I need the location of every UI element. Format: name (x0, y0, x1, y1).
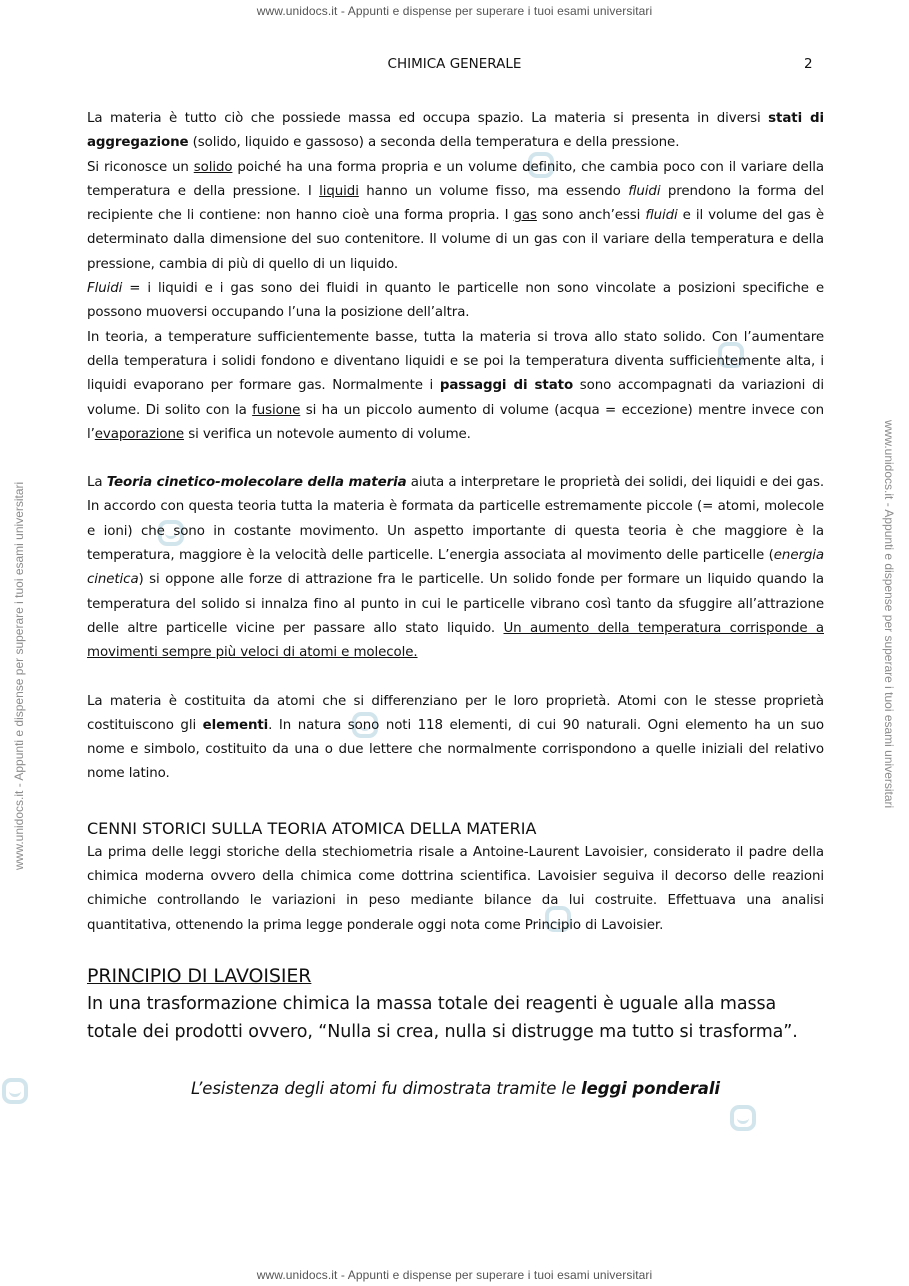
term-fusione: fusione (252, 402, 301, 418)
text-run: i liquidi e i gas sono dei fluidi in quanto le particelle non sono vincolate a posizioni specifiche e possono muoversi occupando l’una la posizione dell’altra. (87, 281, 824, 321)
key-statement: Un aumento della temperatura corrisponde a movimenti sempre più veloci di atomi e molecole. (87, 620, 824, 661)
document-body (87, 107, 824, 1102)
text-run: hanno un volume fisso, ma essendo (358, 183, 629, 199)
paragraph-matter (87, 107, 824, 156)
paragraph-phase-changes (87, 326, 824, 447)
section-title-principle: PRINCIPIO DI LAVOISIER (87, 964, 312, 987)
term-solido: solido (193, 159, 233, 175)
term-fluidi: fluidi (645, 208, 678, 224)
text-run: poiché ha una forma propria e un volume definito, che cambia poco con il variare della temperatura e della pressione. I (87, 159, 825, 199)
spacer (87, 787, 824, 817)
spacer (87, 447, 824, 471)
term-energia-cinetica: energia cinetica (87, 548, 824, 588)
closing-sentence (87, 1076, 824, 1102)
text-run: L’esistenza degli atomi fu dimostrata tramite le (191, 1078, 582, 1098)
text-run: si ha un piccolo aumento di volume (acqua = eccezione) mentre invece con l’ (87, 402, 824, 442)
term-fluidi-definition: Fluidi = (87, 281, 141, 297)
text-run: ) si oppone alle forze di attrazione fra le particelle. Un solido fonde per formare un liquido quando la temperatura del solido si innalza fino al punto in cui le particelle vibrano così tanto da sfuggire all’attrazione delle altre particelle vicine per passare allo stato liquido. (87, 572, 824, 636)
watermark-top[interactable]: www.unidocs.it - Appunti e dispense per superare i tuoi esami universitari (256, 4, 653, 18)
text-run: sono anch’essi (536, 208, 646, 224)
text-run: e il volume del gas è determinato dalla dimensione del suo contenitore. Il volume di un gas con il variare della temperatura e della pressione, cambia di più di quello di un liquido. (87, 208, 824, 272)
paragraph-history: La prima delle leggi storiche della stechiometria risale a Antoine-Laurent Lavoisier, considerato il padre della chimica moderna ovvero della chimica come dottrina scientifica. Lavoisier seguiva il decorso delle reazioni chimiche controllando le variazioni in peso mediante bilance da lui costruite. Effettuava una analisi quantitativa, ottenendo la prima legge ponderale oggi nota come Principio di Lavoisier. (87, 844, 824, 933)
paragraph-states (87, 156, 824, 277)
header-title: CHIMICA GENERALE (387, 56, 522, 72)
term-teoria-cinetico-molecolare: Teoria cinetico-molecolare della materia (106, 475, 407, 491)
term-leggi-ponderali: leggi ponderali (581, 1078, 720, 1098)
term-liquidi: liquidi (319, 183, 359, 199)
unidocs-logo-icon (2, 1078, 28, 1104)
text-run: prendono la forma del recipiente che li contiene: non hanno cioè una forma propria. I (87, 183, 824, 224)
watermark-right: www.unidocs.it - Appunti e dispense per superare i tuoi esami universitari (882, 420, 896, 809)
text-run: sono accompagnati da variazioni di volume. Di solito con la (87, 378, 824, 418)
term-passaggi-di-stato: passaggi di stato (439, 378, 574, 394)
paragraph-elements (87, 690, 824, 787)
spacer (87, 1046, 824, 1076)
term-fluidi: fluidi (628, 183, 661, 199)
spacer (87, 666, 824, 690)
term-evaporazione: evaporazione (94, 426, 185, 442)
text-run: In teoria, a temperature sufficientemente basse, tutta la materia si trova allo stato solido. Con l’aumentare della temperatura i solidi fondono e diventano liquidi e se poi la temperatura diventa sufficientemente alta, i liquidi evaporano per formare gas. Normalmente i (87, 329, 824, 394)
term-stati-aggregazione: stati di aggregazione (87, 111, 824, 151)
text-run: La (87, 475, 107, 491)
text-run: . In natura sono noti 118 elementi, di cui 90 naturali. Ogni elemento ha un suo nome e simbolo, costituito da una o due lettere che normalmente corrispondono a quelle iniziali del relativo nome latino. (87, 717, 824, 782)
watermark-bottom[interactable]: www.unidocs.it - Appunti e dispense per superare i tuoi esami universitari (256, 1268, 653, 1282)
text-run: (solido, liquido e gassoso) a seconda della temperatura e della pressione. (188, 135, 680, 151)
term-elementi: elementi (202, 717, 269, 733)
section-title-history: CENNI STORICI SULLA TEORIA ATOMICA DELLA MATERIA (87, 818, 537, 838)
principle-statement: In una trasformazione chimica la massa totale dei reagenti è uguale alla massa totale dei prodotti ovvero, “Nulla si crea, nulla si distrugge ma tutto si trasforma”. (87, 993, 798, 1042)
page-number: 2 (804, 56, 813, 72)
term-gas: gas (513, 208, 537, 224)
text-run: La materia è costituita da atomi che si differenziano per le loro proprietà. Atomi con le stesse proprietà costituiscono gli (87, 693, 824, 733)
spacer (87, 938, 824, 962)
text-run: Si riconosce un (87, 159, 194, 175)
watermark-left: www.unidocs.it - Appunti e dispense per superare i tuoi esami universitari (12, 481, 26, 870)
paragraph-kinetic-theory (87, 471, 824, 665)
unidocs-logo-icon (730, 1105, 756, 1131)
text-run: La materia è tutto ciò che possiede massa ed occupa spazio. La materia si presenta in diversi (87, 111, 769, 126)
paragraph-fluids (87, 277, 824, 326)
text-run: aiuta a interpretare le proprietà dei solidi, dei liquidi e dei gas. In accordo con questa teoria tutta la materia è formata da particelle estremamente piccole (= atomi, molecole e ioni) che sono in costante movimento. Un aspetto importante di questa teoria è che maggiore è la temperatura, maggiore è la velocità delle particelle. L’energia associata al movimento delle particelle ( (87, 475, 824, 564)
text-run: si verifica un notevole aumento di volume. (184, 426, 471, 442)
